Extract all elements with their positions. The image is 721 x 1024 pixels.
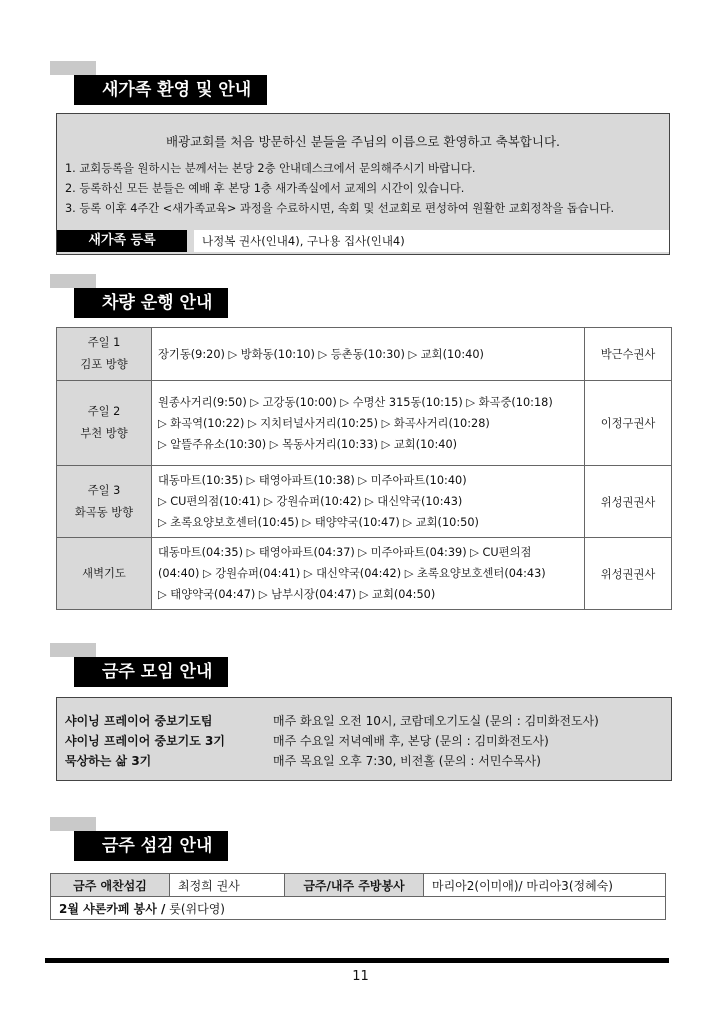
cafe-row xyxy=(51,897,666,920)
welcome-line-3: 3. 등록 이후 4주간 <새가족교육> 과정을 수료하시면, 속회 및 선교회로 편성하여 원활한 교회정착을 돕습니다. xyxy=(65,202,615,215)
route-driver: 박근수권사 xyxy=(585,328,672,381)
meeting-detail: 매주 목요일 오후 7:30, 비전홀 (문의 : 서민수목사) xyxy=(273,754,541,768)
welcome-line-2: 2. 등록하신 모든 분들은 예배 후 본당 1층 새가족실에서 교제의 시간이 있습니다. xyxy=(65,182,465,195)
route-stops: 대동마트(10:35) ▷ 태영아파트(10:38) ▷ 미주아파트(10:40) ▷ CU편의점(10:41) ▷ 강원슈퍼(10:42) ▷ 대신약국(10:43) ▷ 초록요양보호센터(10:45) ▷ 태양약국(10:47) ▷ 교회(10:50) xyxy=(152,466,585,538)
header-tab xyxy=(50,643,96,657)
route-label: 주일 3 화곡동 방향 xyxy=(57,466,152,538)
route-label: 새벽기도 xyxy=(57,538,152,610)
welcome-line-1: 1. 교회등록을 원하시는 분께서는 본당 2층 안내데스크에서 문의해주시기 바랍니다. xyxy=(65,162,476,175)
header-tab xyxy=(50,61,96,75)
meeting-name: 묵상하는 삶 3기 xyxy=(65,754,152,768)
cafe-value: 룻(위다영) xyxy=(165,901,225,916)
table-row xyxy=(57,466,672,538)
route-stops: 장기동(9:20) ▷ 방화동(10:10) ▷ 등촌동(10:30) ▷ 교회(10:40) xyxy=(152,328,585,381)
table-row xyxy=(57,538,672,610)
registration-value: 나정복 권사(인내4), 구나용 집사(인내4) xyxy=(194,230,669,252)
page-number: 11 xyxy=(352,969,369,984)
footer-rule xyxy=(45,958,669,963)
welcome-box xyxy=(56,113,670,255)
service-table xyxy=(50,873,666,920)
meeting-detail: 매주 화요일 오전 10시, 코람데오기도실 (문의 : 김미화전도사) xyxy=(273,714,599,728)
welcome-heading: 새가족 환영 및 안내 xyxy=(74,75,267,105)
route-driver: 위성권권사 xyxy=(585,538,672,610)
table-row xyxy=(51,874,666,897)
meetings-box xyxy=(56,697,672,781)
route-driver: 위성권권사 xyxy=(585,466,672,538)
table-row xyxy=(57,328,672,381)
kitchen-label: 금주/내주 주방봉사 xyxy=(285,874,424,897)
service-heading: 금주 섬김 안내 xyxy=(74,831,228,861)
flower-value: 최정희 권사 xyxy=(170,874,285,897)
meetings-heading: 금주 모임 안내 xyxy=(74,657,228,687)
vehicle-heading: 차량 운행 안내 xyxy=(74,288,228,318)
welcome-intro: 배광교회를 처음 방문하신 분들을 주님의 이름으로 환영하고 축복합니다. xyxy=(165,134,561,149)
table-row xyxy=(51,897,666,920)
registration-label: 새가족 등록 xyxy=(57,230,187,252)
route-stops: 원종사거리(9:50) ▷ 고강동(10:00) ▷ 수명산 315동(10:15) ▷ 화곡중(10:18) ▷ 화곡역(10:22) ▷ 지치터널사거리(10:25) ▷ 화곡사거리(10:28) ▷ 알뜰주유소(10:30) ▷ 목동사거리(10:33) ▷ 교회(10:40) xyxy=(152,381,585,466)
header-tab xyxy=(50,274,96,288)
route-driver: 이정구권사 xyxy=(585,381,672,466)
vehicle-table xyxy=(56,327,672,610)
route-stops: 대동마트(04:35) ▷ 태영아파트(04:37) ▷ 미주아파트(04:39) ▷ CU편의점 (04:40) ▷ 강원슈퍼(04:41) ▷ 대신약국(04:42) ▷ 초록요양보호센터(04:43) ▷ 태양약국(04:47) ▷ 남부시장(04:47) ▷ 교회(04:50) xyxy=(152,538,585,610)
table-row xyxy=(57,381,672,466)
meeting-name: 샤이닝 프레이어 중보기도팀 xyxy=(65,714,213,728)
cafe-label: 2월 샤론카페 봉사 / xyxy=(59,901,166,916)
header-tab xyxy=(50,817,96,831)
kitchen-value: 마리아2(이미애)/ 마리아3(정혜숙) xyxy=(424,874,666,897)
route-label: 주일 2 부천 방향 xyxy=(57,381,152,466)
meeting-detail: 매주 수요일 저녁예배 후, 본당 (문의 : 김미화전도사) xyxy=(273,734,549,748)
route-label: 주일 1 김포 방향 xyxy=(57,328,152,381)
meeting-name: 샤이닝 프레이어 중보기도 3기 xyxy=(65,734,225,748)
flower-label: 금주 애찬섬김 xyxy=(51,874,170,897)
